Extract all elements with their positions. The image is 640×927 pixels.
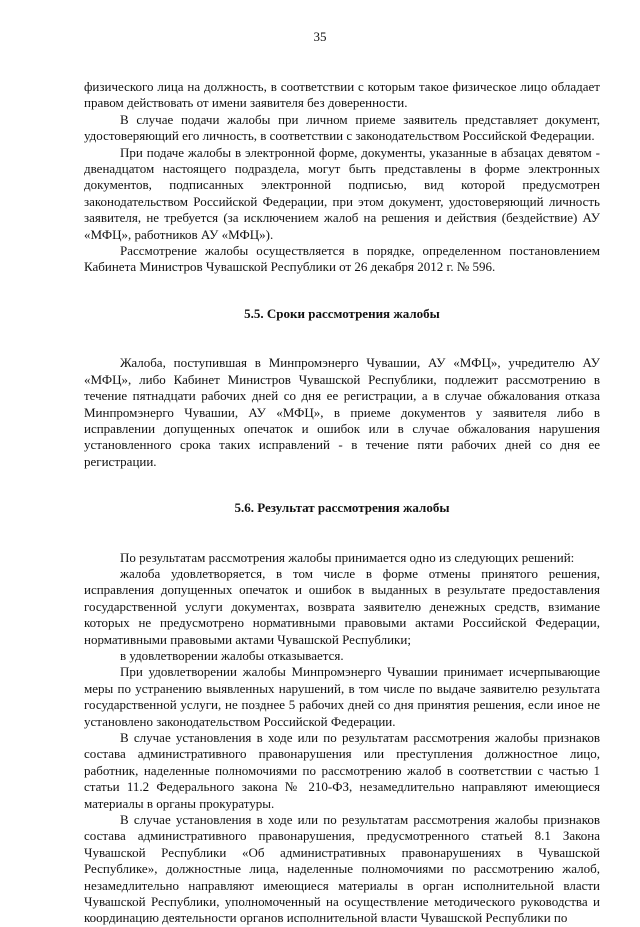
section-5-6-paragraph-measures: При удовлетворении жалобы Минпромэнерго Чувашии принимает исчерпывающие меры по устранению выявленных нарушений, в том числе по выдаче заявителю результата государственной услуги, не позднее 5 рабочих дней со дня принятия решения, если иное не установлено законодательством Российской Федерации.: [84, 664, 600, 729]
paragraph-continuation: физического лица на должность, в соответствии с которым такое физическое лицо обладает правом действовать от имени заявителя без доверенности.: [84, 79, 600, 111]
section-5-5-paragraph: Жалоба, поступившая в Минпромэнерго Чувашии, АУ «МФЦ», учредителю АУ «МФЦ», либо Кабинет Министров Чувашской Республики, подлежит рассмотрению в течение пятнадцати рабочих дней со дня ее регистрации, а в случае обжалования отказа Минпромэнерго Чувашии, АУ «МФЦ», в приеме документов у заявителя либо в исправлении допущенных опечаток и ошибок или в случае обжалования нарушения установленного срока таких исправлений - в течение пяти рабочих дней со дня ее регистрации.: [84, 355, 600, 469]
section-5-6-paragraph-satisfied: жалоба удовлетворяется, в том числе в форме отмены принятого решения, исправления допущенных опечаток и ошибок в выданных в результате предоставления государственной услуги документах, возврата заявителю денежных средств, взимание которых не предусмотрено нормативными правовыми актами Российской Федерации, нормативными правовыми актами Чувашской Республики;: [84, 565, 600, 647]
paragraph-review-procedure: Рассмотрение жалобы осуществляется в порядке, определенном постановлением Кабинета Министров Чувашской Республики от 26 декабря 2012 г. № 596.: [84, 243, 600, 275]
section-5-6-heading: 5.6. Результат рассмотрения жалобы: [234, 500, 450, 516]
page-number: 35: [313, 29, 327, 44]
paragraph-electronic-form: При подаче жалобы в электронной форме, документы, указанные в абзацах девятом - двенадцатом настоящего подраздела, могут быть представлены в форме электронных документов, подписанных электронной подписью, вид которой предусмотрен законодательством Российской Федерации, при этом документ, удостоверяющий личность заявителя, не требуется (за исключением жалоб на решения и действия (бездействие) АУ «МФЦ», работников АУ «МФЦ»).: [84, 144, 600, 242]
page-body: [84, 79, 600, 927]
paragraph-personal-appointment: В случае подачи жалобы при личном приеме заявитель представляет документ, удостоверяющий его личность, в соответствии с законодательством Российской Федерации.: [84, 111, 600, 144]
section-5-6-paragraph-intro: По результатам рассмотрения жалобы принимается одно из следующих решений:: [120, 549, 575, 565]
section-5-6-paragraph-refused: в удовлетворении жалобы отказывается.: [120, 647, 344, 663]
section-5-5-heading: 5.5. Сроки рассмотрения жалобы: [244, 305, 440, 321]
section-5-6-paragraph-prosecutor: В случае установления в ходе или по результатам рассмотрения жалобы признаков состава административного правонарушения или преступления должностное лицо, работник, наделенные полномочиями по рассмотрению жалоб в соответствии с частью 1 статьи 11.2 Федерального закона № 210-ФЗ, незамедлительно направляют имеющиеся материалы в органы прокуратуры.: [84, 730, 600, 811]
section-5-6-paragraph-regional-law: В случае установления в ходе или по результатам рассмотрения жалобы признаков состава административного правонарушения, предусмотренного статьей 8.1 Закона Чувашской Республики «Об административных правонарушениях в Чувашской Республике», должностные лица, наделенные полномочиями по рассмотрению жалоб, незамедлительно направляют имеющиеся материалы в орган исполнительной власти Чувашской Республики, уполномоченный на осуществление методического руководства и координацию деятельности органов исполнительной власти Чувашской Республики по: [84, 812, 600, 926]
